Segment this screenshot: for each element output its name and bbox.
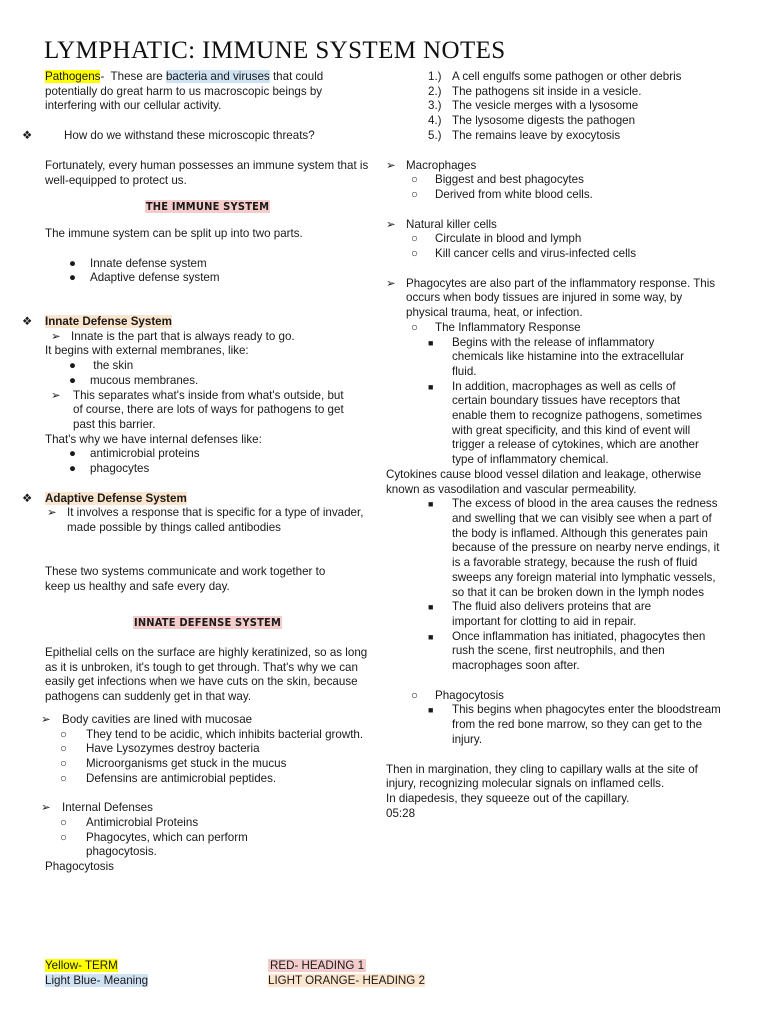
cavities-defensins: Defensins are antimicrobial peptides. xyxy=(86,771,277,785)
arrow-bullet-icon: ➢ xyxy=(51,329,61,343)
macrophages-text: Macrophages xyxy=(406,158,477,172)
arrow-bullet-icon: ➢ xyxy=(386,158,396,172)
external-mucous: mucous membranes. xyxy=(90,373,199,387)
internal-defenses-text: Internal Defenses xyxy=(62,801,153,815)
circle-bullet-icon: ○ xyxy=(411,232,419,246)
margination-paragraph: Then in margination, they cling to capillary walls at the site of injury, recognizing molecular signals on inflamed cells. xyxy=(386,762,698,791)
square-bullet-icon: ■ xyxy=(428,602,434,613)
nk-item xyxy=(386,218,728,233)
step-item xyxy=(386,85,728,100)
innate-heading-item xyxy=(22,315,370,330)
left-column xyxy=(22,70,370,875)
internal-defenses-item xyxy=(41,801,370,816)
diamond-bullet-icon: ❖ xyxy=(22,315,33,329)
inflammatory-intro-item xyxy=(386,277,716,321)
step-text: The lysosome digests the pathogen xyxy=(452,114,636,128)
arrow-bullet-icon: ➢ xyxy=(41,712,51,726)
adaptive-defense-heading: Adaptive Defense System xyxy=(45,491,187,505)
inflammatory-intro-text: Phagocytes are also part of the inflammatory response. This occurs when body tissues are injured in some way, by physical trauma, heat, or infection. xyxy=(406,276,716,320)
pathogens-paragraph xyxy=(45,70,370,114)
square-bullet-icon: ■ xyxy=(428,381,434,392)
list-item xyxy=(386,703,722,747)
step-item xyxy=(386,70,702,85)
list-item xyxy=(386,247,728,262)
circle-bullet-icon: ○ xyxy=(60,742,68,756)
part-innate: Innate defense system xyxy=(90,256,207,270)
innate-ready-text: Innate is the part that is always ready to go. xyxy=(71,329,295,343)
cavities-text: Body cavities are lined with mucosae xyxy=(62,712,253,726)
list-item xyxy=(386,380,712,468)
arrow-bullet-icon: ➢ xyxy=(51,388,61,402)
inflam-fluid: The fluid also delivers proteins that are important for clotting to aid in repair. xyxy=(452,600,652,628)
bullet-icon: ● xyxy=(69,256,77,270)
inflam-addition: In addition, macrophages as well as cells of certain boundary tissues have receptors that enable them to recognize pathogens, sometimes with great specificity, and this kind of event will trigger a release of cytokines, which are another type of inflammatory chemical. xyxy=(452,379,703,467)
bullet-icon: ● xyxy=(69,271,77,285)
step-text: The remains leave by exocytosis xyxy=(452,128,621,142)
timestamp: 05:28 xyxy=(386,806,416,820)
heading-immune-system-text: THE IMMUNE SYSTEM xyxy=(145,200,270,214)
circle-bullet-icon: ○ xyxy=(60,756,68,770)
bullet-icon: ● xyxy=(69,373,77,387)
bullet-icon: ● xyxy=(69,462,77,476)
list-item xyxy=(386,173,728,188)
list-item xyxy=(45,831,286,860)
internal-phagocytes: phagocytes xyxy=(90,462,150,476)
arrow-bullet-icon: ➢ xyxy=(386,276,396,290)
intro-dash: - These are xyxy=(100,70,166,83)
separates-item xyxy=(45,389,355,433)
legend-left xyxy=(45,958,148,988)
right-column xyxy=(386,70,728,821)
square-bullet-icon: ■ xyxy=(428,499,434,510)
step-item xyxy=(386,129,728,144)
circle-bullet-icon: ○ xyxy=(411,688,419,702)
circle-bullet-icon: ○ xyxy=(60,816,68,830)
diamond-bullet-icon: ❖ xyxy=(22,491,33,505)
nk-text: Natural killer cells xyxy=(406,217,497,231)
macrophages-derived: Derived from white blood cells. xyxy=(435,187,593,201)
inflammatory-response-item xyxy=(386,321,728,336)
question-item xyxy=(22,129,370,144)
adaptive-text: It involves a response that is specific for a type of invader, made possible by things called antibodies xyxy=(67,506,364,535)
list-item xyxy=(386,630,712,674)
circle-bullet-icon: ○ xyxy=(411,320,419,334)
list-item xyxy=(386,232,728,247)
legend-blue: Light Blue- Meaning xyxy=(45,974,149,987)
list-item xyxy=(386,188,728,203)
list-item xyxy=(45,374,370,389)
inflam-once: Once inflammation has initiated, phagocytes then rush the scene, first neutrophils, and then macrophages soon after. xyxy=(452,629,706,673)
step-text: The vesicle merges with a lysosome xyxy=(452,99,639,113)
question-text: How do we withstand these microscopic threats? xyxy=(64,129,315,143)
legend-yellow: Yellow- TERM xyxy=(45,959,118,972)
step-number: 5.) xyxy=(428,128,442,142)
cavities-acidic: They tend to be acidic, which inhibits bacterial growth. xyxy=(86,727,364,741)
phagocytosis-item xyxy=(386,689,728,704)
diamond-bullet-icon: ❖ xyxy=(22,129,33,143)
step-text: The pathogens sit inside in a vesicle. xyxy=(452,84,642,98)
heading-innate-defense-text: INNATE DEFENSE SYSTEM xyxy=(133,616,282,630)
phagocytosis-label: Phagocytosis xyxy=(45,860,114,874)
phago-begins: This begins when phagocytes enter the bloodstream from the red bone marrow, so they can get to the injury. xyxy=(452,703,721,746)
separates-text: This separates what's inside from what's outside, but of course, there are lots of ways for pathogens to get past this barrier. xyxy=(73,388,344,431)
list-item xyxy=(45,742,370,757)
meaning-bacteria-viruses: bacteria and viruses xyxy=(165,70,270,83)
list-item xyxy=(45,359,370,374)
list-item xyxy=(45,447,370,462)
inflam-excess: The excess of blood in the area causes the redness and swelling that we can visibly see when a part of the body is inflamed. Although this generates pain because of the pressure on nearby nerve endings, it is a favorable strategy, because the rush of fluid sweeps any foreign material into lymphatic vessels, so that it can be broken down in the lymph nodes xyxy=(452,497,720,599)
list-item xyxy=(45,816,370,831)
list-item xyxy=(386,600,702,629)
square-bullet-icon: ■ xyxy=(428,337,434,348)
legend-orange: LIGHT ORANGE- HEADING 2 xyxy=(268,974,425,987)
circle-bullet-icon: ○ xyxy=(411,187,419,201)
step-text: A cell engulfs some pathogen or other debris xyxy=(452,70,682,83)
list-item xyxy=(386,497,723,600)
internal-antimicrobial-proteins: Antimicrobial Proteins xyxy=(86,816,199,830)
communicate-paragraph: These two systems communicate and work together to keep us healthy and safe every day. xyxy=(45,564,326,593)
legend-red: RED- HEADING 1 xyxy=(270,959,365,972)
inflammatory-response-text: The Inflammatory Response xyxy=(435,320,581,334)
adaptive-item xyxy=(45,506,370,535)
internal-text: That's why we have internal defenses like: xyxy=(45,432,262,446)
list-item xyxy=(45,772,370,787)
heading-innate-defense xyxy=(45,616,370,631)
macrophages-biggest: Biggest and best phagocytes xyxy=(435,173,584,187)
circle-bullet-icon: ○ xyxy=(60,771,68,785)
circle-bullet-icon: ○ xyxy=(411,173,419,187)
step-item xyxy=(386,114,728,129)
nk-circulate: Circulate in blood and lymph xyxy=(435,232,582,246)
bullet-icon: ● xyxy=(69,447,77,461)
step-number: 2.) xyxy=(428,84,442,98)
list-item xyxy=(386,336,702,380)
part-adaptive: Adaptive defense system xyxy=(90,271,220,285)
nk-kill: Kill cancer cells and virus-infected cells xyxy=(435,247,637,261)
intro-rest: that could potentially do great harm to us macroscopic beings by interfering with our cellular activity. xyxy=(45,70,324,113)
external-text: It begins with external membranes, like: xyxy=(45,344,249,358)
square-bullet-icon: ■ xyxy=(428,705,434,716)
cavities-item xyxy=(41,712,370,728)
adaptive-heading-item xyxy=(22,491,370,507)
internal-antimicrobial: antimicrobial proteins xyxy=(90,447,200,461)
innate-defense-heading: Innate Defense System xyxy=(45,315,172,329)
arrow-bullet-icon: ➢ xyxy=(47,506,57,520)
square-bullet-icon: ■ xyxy=(428,631,434,642)
epithelial-paragraph: Epithelial cells on the surface are highly keratinized, so as long as it is unbroken, it's tough to get through. That's why we can easily get infections when we have cuts on the skin, because pathogens can suddenly get in that way. xyxy=(45,645,368,704)
page-title: LYMPHATIC: IMMUNE SYSTEM NOTES xyxy=(44,37,506,64)
circle-bullet-icon: ○ xyxy=(60,727,68,741)
fortunately-paragraph: Fortunately, every human possesses an immune system that is well-equipped to protect us. xyxy=(45,158,369,187)
phagocytosis-text: Phagocytosis xyxy=(435,688,504,702)
term-pathogens: Pathogens xyxy=(45,70,101,83)
arrow-bullet-icon: ➢ xyxy=(386,217,396,231)
list-item xyxy=(45,728,366,743)
circle-bullet-icon: ○ xyxy=(60,830,68,844)
step-number: 4.) xyxy=(428,114,442,128)
list-item xyxy=(45,462,370,477)
macrophages-item xyxy=(386,159,728,174)
bullet-icon: ● xyxy=(69,359,77,373)
list-item xyxy=(45,757,370,772)
innate-ready-item xyxy=(45,330,370,345)
list-item xyxy=(45,257,370,272)
circle-bullet-icon: ○ xyxy=(411,247,419,261)
inflam-begins: Begins with the release of inflammatory chemicals like histamine into the extracellular fluid. xyxy=(452,335,684,378)
cavities-lysozymes: Have Lysozymes destroy bacteria xyxy=(86,742,260,756)
cytokines-paragraph: Cytokines cause blood vessel dilation and leakage, otherwise known as vasodilation and vascular permeability. xyxy=(386,467,702,496)
arrow-bullet-icon: ➢ xyxy=(41,801,51,815)
step-item xyxy=(386,99,728,114)
step-number: 3.) xyxy=(428,99,442,113)
internal-phagocytes-perform: Phagocytes, which can perform phagocytosis. xyxy=(86,830,248,859)
step-number: 1.) xyxy=(428,70,442,83)
list-item xyxy=(45,271,370,286)
split-paragraph: The immune system can be split up into two parts. xyxy=(45,226,303,240)
heading-immune-system xyxy=(45,200,370,215)
cavities-mucus: Microorganisms get stuck in the mucus xyxy=(86,756,287,770)
external-skin: the skin xyxy=(90,359,134,373)
diapedesis-text: In diapedesis, they squeeze out of the capillary. xyxy=(386,791,630,805)
legend-right xyxy=(268,958,425,988)
